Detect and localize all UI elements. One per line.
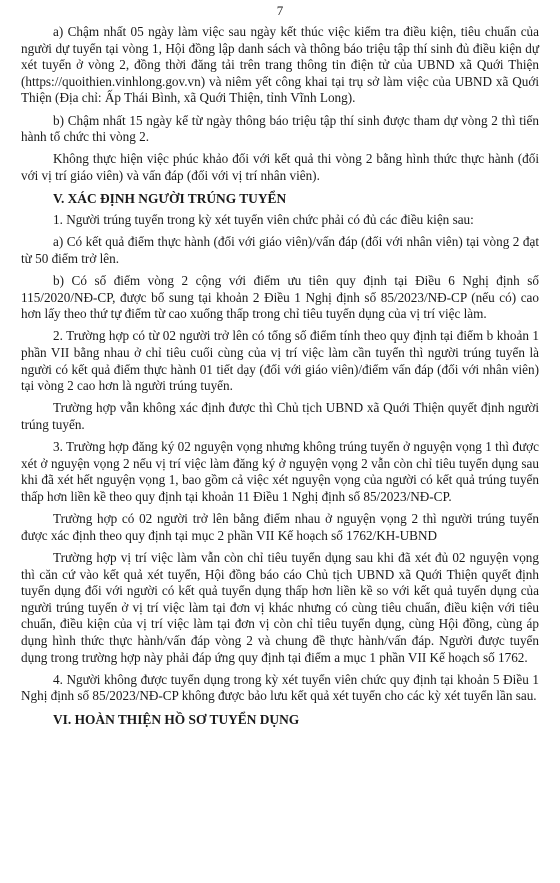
paragraph-v-1: 1. Người trúng tuyển trong kỳ xét tuyển viên chức phải có đủ các điều kiện sau: — [53, 212, 474, 228]
paragraph-no-review: Không thực hiện việc phúc khảo đối với kết quả thi vòng 2 bằng hình thức thực hành (đối với vị trí giáo viên) và vấn đáp (đối với vị trí nhân viên). — [21, 151, 539, 183]
paragraph-v-2-note: Trường hợp vẫn không xác định được thì Chủ tịch UBND xã Quới Thiện quyết định người trúng tuyển. — [21, 400, 539, 433]
paragraph-v-3: 3. Trường hợp đăng ký 02 nguyện vọng nhưng không trúng tuyển ở nguyện vọng 1 thì được xét ở nguyện vọng 2 nếu vị trí việc làm đăng ký ở nguyện vọng 2 vẫn còn chỉ tiêu tuyển dụng sau khi đã xét hết nguyện vọng 1, bao gồm cả việc xét nguyện vọng của người có kết quả trúng tuyển thấp hơn liền kề theo quy định tại khoản 11 Điều 1 Nghị định số 85/2023/NĐ-CP. — [21, 439, 539, 504]
page-number: 7 — [276, 3, 284, 18]
paragraph-deadline-round-2: b) Chậm nhất 15 ngày kể từ ngày thông báo triệu tập thí sinh được tham dự vòng 2 thì tiến hành tổ chức thi vòng 2. — [21, 112, 539, 145]
paragraph-v-3-remaining: Trường hợp vị trí việc làm vẫn còn chỉ tiêu tuyển dụng sau khi đã xét đủ 02 nguyện vọng thì căn cứ vào kết quả xét tuyển, Hội đồng báo cáo Chủ tịch UBND xã Quới Thiện quyết định tuyển dụng đối với người có kết quả tuyển dụng thấp hơn liền kề so với kết quả tuyển dụng của người trúng tuyển ở vị trí việc làm tại đơn vị khác nhưng có cùng tiêu chuẩn, điều kiện với tiêu chuẩn, điều kiện của vị trí việc làm tại đơn vị còn chỉ tiêu tuyển dụng, cùng Hội đồng, cùng áp dụng hình thức thực hành/vấn đáp vòng 2 và chung đề thực hành/vấn đáp. Người được tuyển dụng trong trường hợp này phải đáp ứng quy định tại điểm a mục 1 phần VII Kế hoạch số 1762. — [21, 549, 539, 665]
paragraph-v-3-tie: Trường hợp có 02 người trở lên bằng điểm nhau ở nguyện vọng 2 thì người trúng tuyển được xác định theo quy định tại mục 2 phần VII Kế hoạch số 1762/KH-UBND — [21, 511, 539, 543]
paragraph-v-2: 2. Trường hợp có từ 02 người trở lên có tổng số điểm tính theo quy định tại điểm b khoản 1 phần VII bằng nhau ở chỉ tiêu cuối cùng của vị trí việc làm cần tuyển thì người trúng tuyển là người có kết quả điểm thực hành 01 tiết dạy (đối với giáo viên)/điểm vấn đáp (đối với nhân viên) tại vòng 2 cao hơn là người trúng tuyển. — [21, 328, 539, 394]
paragraph-deadline-round-1: a) Chậm nhất 05 ngày làm việc sau ngày kết thúc việc kiểm tra điều kiện, tiêu chuẩn của người dự tuyển tại vòng 1, Hội đồng lập danh sách và thông báo triệu tập thí sinh đủ điều kiện dự xét tuyển ở vòng 2, đồng thời đăng tải trên trang thông tin điện tử của UBND xã Quới Thiện (https://quoithien.vinhlong.gov.vn) và niêm yết công khai tại trụ sở làm việc của UBND xã Quới Thiện (Địa chỉ: Ấp Thái Bình, xã Quới Thiện, tỉnh Vĩnh Long). — [21, 24, 539, 106]
paragraph-v-4: 4. Người không được tuyển dụng trong kỳ xét tuyển viên chức quy định tại khoản 5 Điều 1 Nghị định số 85/2023/NĐ-CP không được bảo lưu kết quả xét tuyển cho các kỳ xét tuyển lần sau. — [21, 671, 539, 704]
paragraph-v-1b: b) Có số điểm vòng 2 cộng với điểm ưu tiên quy định tại Điều 6 Nghị định số 115/2020/NĐ-CP, được bổ sung tại khoản 2 Điều 1 Nghị định số 85/2023/NĐ-CP (nếu có) cao hơn lấy theo thứ tự điểm từ cao xuống thấp trong chỉ tiêu tuyển dụng của vị trí việc làm. — [21, 273, 539, 322]
section-heading-v: V. XÁC ĐỊNH NGƯỜI TRÚNG TUYỂN — [53, 191, 287, 207]
section-heading-vi: VI. HOÀN THIỆN HỒ SƠ TUYỂN DỤNG — [53, 711, 300, 727]
paragraph-v-1a: a) Có kết quả điểm thực hành (đối với giáo viên)/vấn đáp (đối với nhân viên) tại vòng 2 đạt từ 50 điểm trở lên. — [21, 234, 539, 266]
